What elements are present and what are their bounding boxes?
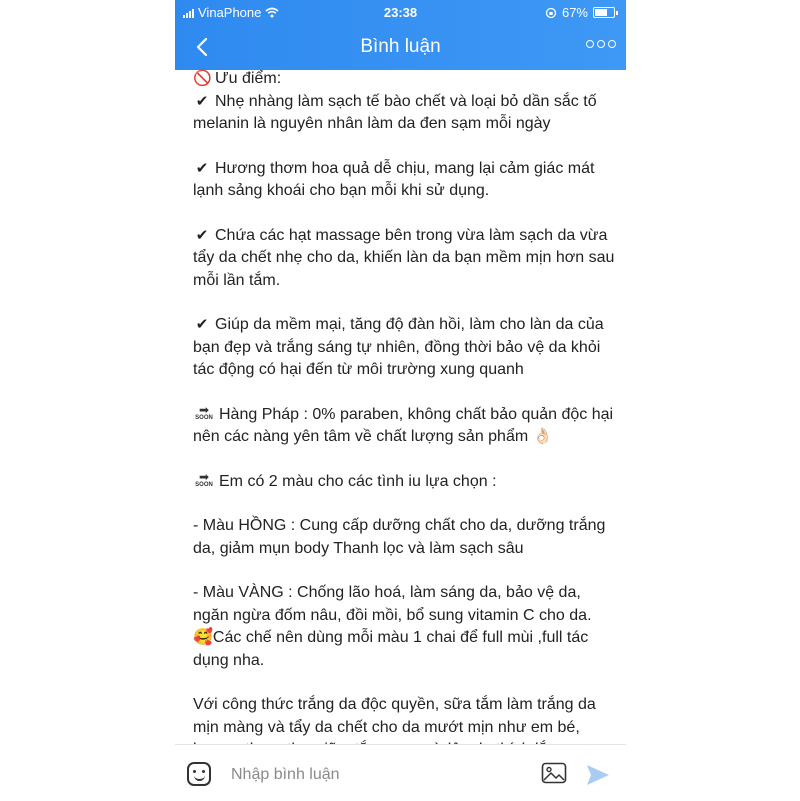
paragraph [193,404,618,449]
paragraph-text: Nhẹ nhàng làm sạch tế bào chết và loại bỏ dần sắc tố melanin là nguyên nhân làm da đen sạm mỗi ngày [193,92,602,132]
paragraph-text: Chứa các hạt massage bên trong vừa làm sạch da vừa tẩy da chết nhẹ cho da, khiến làn da bạn mềm mịn hơn sau mỗi lần tắm. [193,226,619,289]
comment-input[interactable] [231,763,531,787]
top-bar [175,0,626,70]
paragraph [193,471,618,494]
paragraph: - Màu VÀNG : Chống lão hoá, làm sáng da, bảo vệ da, ngăn ngừa đốm nâu, đồi mồi, bổ sung vitamin C cho da. [193,584,592,624]
soon-arrow-icon: ➡ SOON [195,403,213,422]
check-mark-icon: ✔ [195,92,209,110]
battery-percent: 67% [561,5,588,20]
prohibited-icon: 🚫 [193,70,212,87]
paragraph-text: Hương thơm hoa quả dễ chịu, mang lại cảm giác mát lạnh sảng khoái cho bạn mỗi khi sử dụng. [193,159,599,199]
check-mark-icon: ✔ [195,159,209,177]
check-mark-icon: ✔ [195,316,209,333]
paragraph [193,314,618,382]
battery-icon [593,7,615,18]
comment-body [193,68,618,744]
status-time: 23:38 [383,5,418,20]
paragraph [193,91,618,136]
paragraph [193,158,618,203]
paragraph [193,225,618,293]
more-options-icon[interactable] [586,40,616,48]
image-icon[interactable] [541,762,567,784]
nav-bar [175,24,626,70]
status-bar [175,0,626,24]
soon-arrow-icon: ➡ SOON [195,470,213,489]
paragraph: Với công thức trắng da độc quyền, sữa tắm làm trắng da mịn màng và tẩy da chết cho da mướt mịn như em bé, [193,696,596,736]
paragraph: - Màu HỒNG : Cung cấp dưỡng chất cho da, dưỡng trắng da, giảm mụn body Thanh lọc và làm sạch sâu [193,517,610,557]
battery-tip [616,11,618,15]
check-mark-icon: ✔ [195,226,209,244]
paragraph-text: Hàng Pháp : 0% paraben, không chất bảo quản độc hại nên các nàng yên tâm về chất lượng sản phẩm 👌🏻 [193,405,618,445]
orientation-lock-icon [545,7,557,19]
paragraph-text: Em có 2 màu cho các tình iu lựa chọn : [219,472,497,490]
page-title: Bình luận [360,36,441,57]
comment-composer [175,744,626,801]
heading-line [193,68,618,91]
carrier-name: VinaPhone [198,5,262,20]
phone-screen [175,0,626,800]
paragraph-text: Giúp da mềm mại, tăng độ đàn hồi, làm cho làn da của bạn đẹp và trắng sáng tự nhiên, đồng thời bảo vệ da khỏi tác động có hại đến từ môi trường xung quanh [193,316,609,378]
paragraph: 🥰Các chế nên dùng mỗi màu 1 chai để full mùi ,full tác dụng nha. [193,629,593,669]
emoji-icon[interactable] [187,762,211,786]
advantages-heading: Ưu điểm: [215,70,282,87]
status-right [545,5,618,20]
send-icon[interactable] [585,763,611,787]
